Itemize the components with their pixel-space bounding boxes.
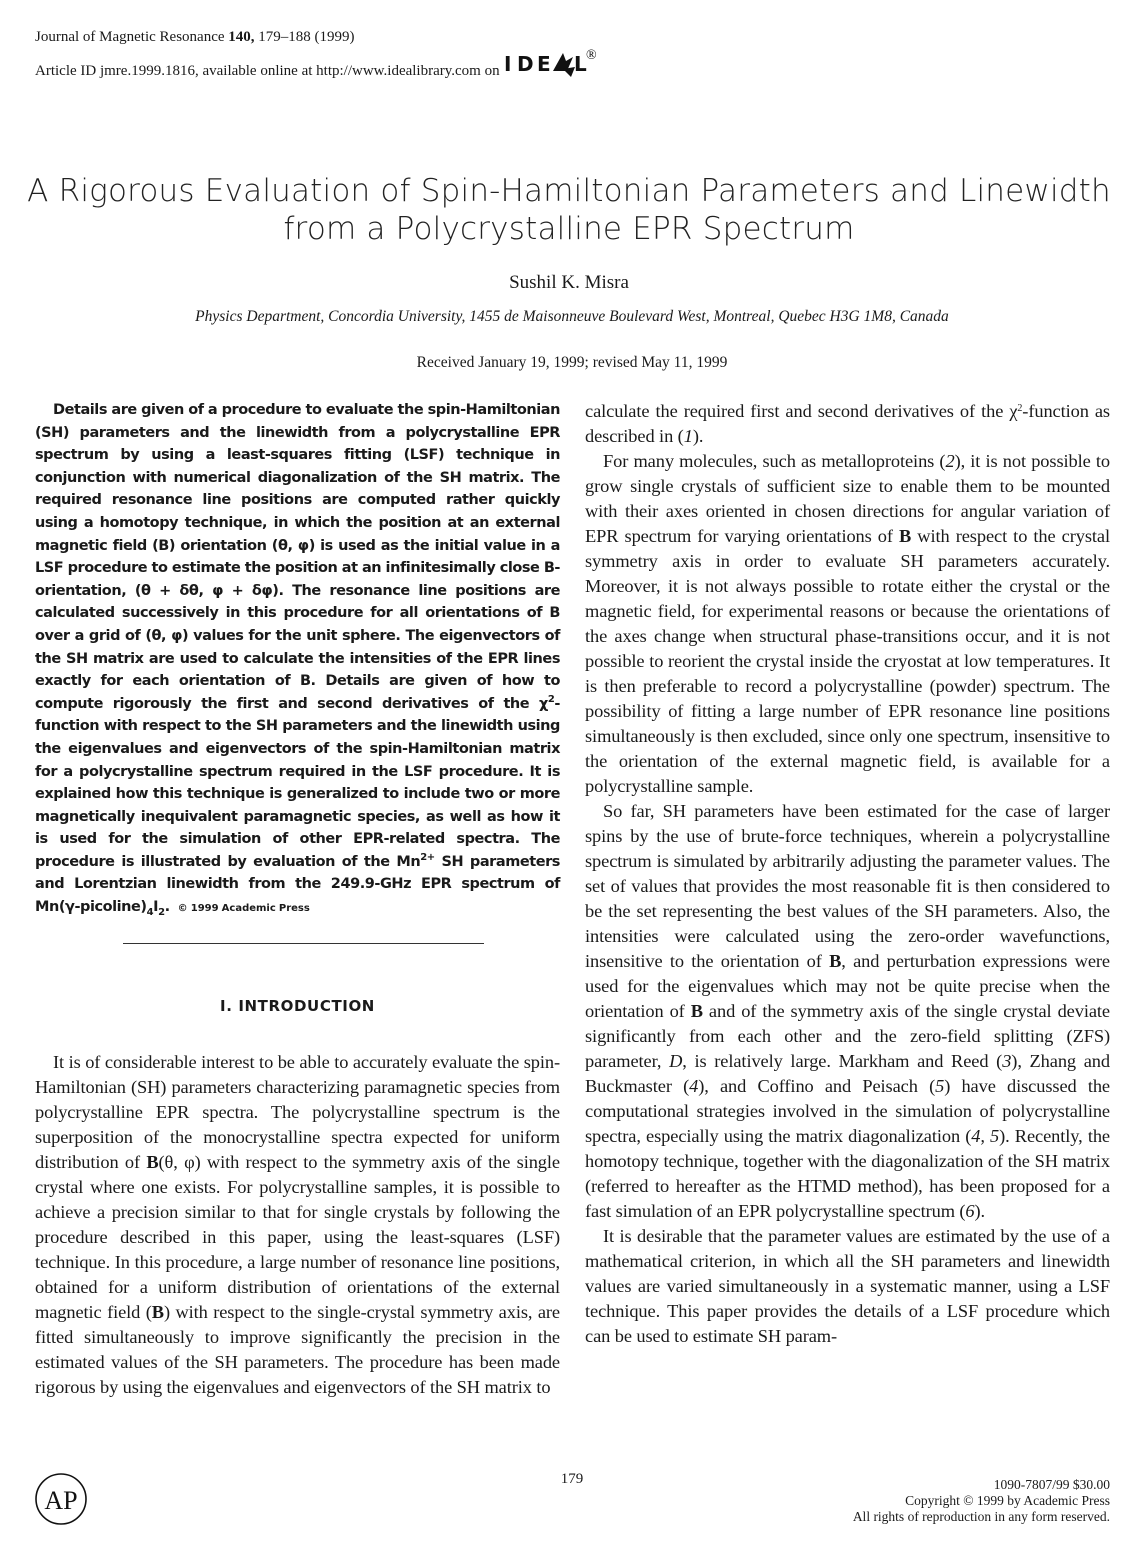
journal-pages-year: 179–188 (1999) <box>254 29 355 45</box>
text-run: ), Zhang and Buckmaster ( <box>585 1051 1110 1096</box>
footer-copyright-block <box>853 1477 1110 1525</box>
abstract-copyright: © 1999 Academic Press <box>177 903 310 915</box>
journal-volume: 140, <box>228 29 255 45</box>
svg-text:I: I <box>503 52 512 76</box>
svg-text:D: D <box>516 52 534 76</box>
article-id-line <box>35 47 599 81</box>
continued-paragraph <box>585 399 1110 449</box>
bold-B: B <box>690 1001 703 1021</box>
journal-citation <box>35 27 599 47</box>
text-run: It is of considerable interest to be able to accurately evaluate the spin-Hamiltonian (SH) parameters characterizing paramagnetic species from polycrystalline EPR spectra. The polycrystalline spectrum is the superposition of the monocrystalline spectra expected for uniform distribution of <box>35 1052 560 1172</box>
text-run: ), and Coffino and Peisach ( <box>698 1076 936 1096</box>
article-title <box>20 172 1118 248</box>
bold-B: B <box>146 1152 159 1172</box>
text-run: -function as described in ( <box>585 401 1110 446</box>
reference-number: 5 <box>935 1076 945 1096</box>
abstract-paragraph <box>35 399 560 921</box>
bold-B: B <box>899 526 912 546</box>
left-column <box>35 1050 560 1400</box>
italic-D: D <box>669 1051 683 1071</box>
journal-header <box>35 27 599 81</box>
text-run: So far, SH parameters have been estimated for the case of larger spins by the use of brute-force techniques, wherein a polycrystalline spectrum is simulated by arbitrarily adjusting the parameter values. The set of values that provides the most reasonable fit is then considered to be the set representing the best values of the SH parameters. Also, the intensities were calculated using the zero-order wavefunctions, insensitive to the orientation of <box>585 801 1110 971</box>
footer-rights: All rights of reproduction in any form reserved. <box>852 1509 1110 1524</box>
abstract-text-4: I <box>153 899 159 916</box>
abstract-text-2: -function with respect to the SH parameters and the linewidth using the eigenvalues and eigenvectors of the spin-Hamiltonian matrix for a polycrystalline spectrum required in the LSF procedure. It is explained how this technique is generalized to include two or more magnetically inequivalent paramagnetic species, as well as how it is used for the simulation of other EPR-related spectra. The procedure is illustrated by evaluation of the Mn <box>35 695 560 870</box>
chi-superscript: 2 <box>1017 403 1023 414</box>
journal-name: Journal of Magnetic Resonance <box>35 29 229 45</box>
text-run: calculate the required first and second derivatives of the χ <box>585 401 1018 421</box>
text-run: and of the symmetry axis of the single crystal deviate significantly from each other and the zero-field splitting (ZFS) parameter, <box>585 1001 1110 1071</box>
reference-number: 6 <box>965 1201 975 1221</box>
reference-number: 4, 5 <box>971 1126 1000 1146</box>
abstract <box>35 399 560 921</box>
reference-number: 1 <box>683 426 693 446</box>
text-run: , and perturbation expressions were used for the eigenvalues which may not be quite precise when the orientation of <box>585 951 1110 1021</box>
text-run: For many molecules, such as metalloproteins ( <box>603 451 946 471</box>
reference-number: 3 <box>1002 1051 1012 1071</box>
chi-superscript: 2 <box>547 693 555 705</box>
svg-text:E: E <box>536 52 551 76</box>
bold-B: B <box>829 951 842 971</box>
abstract-divider <box>123 943 484 944</box>
right-column <box>585 399 1110 1349</box>
text-run: , is relatively large. Markham and Reed ( <box>682 1051 1003 1071</box>
page-number: 179 <box>560 1471 584 1487</box>
registered-mark: ® <box>585 48 597 63</box>
text-run: (θ, φ) with respect to the symmetry axis of the single crystal where one exists. For polycrystalline samples, it is possible to achieve a precision similar to that for single crystals by following the procedure described in this paper, using the least-squares (LSF) technique. In this procedure, a large number of resonance line positions, obtained for a uniform distribution of orientations of the external magnetic field ( <box>35 1152 560 1322</box>
intro-paragraph-4: It is desirable that the parameter values are estimated by the use of a mathematical criterion, in which all the SH parameters and linewidth values are varied simultaneously in a systematic manner, using a LSF technique. This paper provides the details of a LSF procedure which can be used to estimate SH param- <box>585 1226 1110 1346</box>
intro-paragraph-2 <box>585 449 1110 799</box>
abstract-text-5: . <box>164 899 170 916</box>
author-affiliation: Physics Department, Concordia University, 1455 de Maisonneuve Boulevard West, Montreal, Quebec H3G 1M8, Canada <box>195 308 949 325</box>
section-heading: I. INTRODUCTION <box>220 997 375 1015</box>
text-run: ). Recently, the homotopy technique, together with the diagonalization of the SH matrix (referred to hereafter as the HTMD method), has been proposed for a fast simulation of an EPR polycrystalline spectrum ( <box>585 1126 1110 1221</box>
abstract-text-3: SH parameters and Lorentzian linewidth from the 249.9-GHz EPR spectrum of Mn(γ-picoline) <box>35 853 560 916</box>
ideal-logo <box>503 47 599 81</box>
text-run: ) have discussed the computational strategies involved in the simulation of polycrystalline spectra, especially using the matrix diagonalization ( <box>585 1076 1110 1146</box>
issn-price: 1090-7807/99 $30.00 <box>993 1477 1110 1492</box>
reference-number: 2 <box>945 451 955 471</box>
text-run: ) with respect to the single-crystal symmetry axis, are fitted simultaneously to improve significantly the precision in the estimated values of the SH parameters. The procedure has been made rigorous by using the eigenvalues and eigenvectors of the SH matrix to <box>35 1302 561 1397</box>
article-id-text: Article ID jmre.1999.1816, available online at http://www.idealibrary.com on <box>35 63 500 79</box>
text-run: ), it is not possible to grow single crystals of sufficient size to enable them to be mounted with their axes oriented in chosen directions for angular variation of EPR spectrum for varying orientations of <box>585 451 1110 546</box>
title-line-1: A Rigorous Evaluation of Spin-Hamiltonian Parameters and Linewidth <box>27 173 1111 209</box>
author-name: Sushil K. Misra <box>509 272 629 293</box>
subscript-4: 4 <box>146 907 154 919</box>
intro-paragraph-3 <box>585 799 1110 1224</box>
mn-superscript: 2+ <box>420 851 435 863</box>
bold-B: B <box>151 1302 164 1322</box>
abstract-text-1: Details are given of a procedure to evaluate the spin-Hamiltonian (SH) parameters and the linewidth from a polycrystalline EPR spectrum by using a least-squares fitting (LSF) technique in conjunction with numerical diagonalization of the SH matrix. The required resonance line positions are computed rather quickly using a homotopy technique, in which the position at an external magnetic field (B) orientation (θ, φ) is used as the initial value in a LSF procedure to estimate the position at an infinitesimally close B-orientation, (θ + δθ, φ + δφ). The resonance line positions are calculated successively in this procedure for all orientations of B over a grid of (θ, φ) values for the unit sphere. The eigenvectors of the SH matrix are used to calculate the intensities of the EPR lines exactly for each orientation of B. Details are given of how to compute rigorously the first and second derivatives of the χ <box>35 402 560 712</box>
received-dates: Received January 19, 1999; revised May 11, 1999 <box>416 354 728 371</box>
text-run: ). <box>692 426 704 446</box>
title-line-2: from a Polycrystalline EPR Spectrum <box>283 211 855 247</box>
reference-number: 4 <box>689 1076 699 1096</box>
svg-text:L: L <box>573 52 587 76</box>
footer-copyright: Copyright © 1999 by Academic Press <box>905 1493 1110 1508</box>
intro-paragraph-1 <box>35 1050 560 1400</box>
text-run: with respect to the crystal symmetry axis in order to evaluate SH parameters accurately. Moreover, it is not always possible to rotate either the crystal or the magnetic field, for experimental reasons or because the orientations of the axes change when structural phase-transitions occur, and it is not possible to reorient the crystal inside the cryostat at low temperatures. It is then preferable to record a polycrystalline (powder) spectrum. The possibility of fitting a large number of EPR resonance line positions simultaneously is then excluded, since only one spectrum, insensitive to the orientation of the external magnetic field, is available for a polycrystalline sample. <box>585 526 1110 796</box>
subscript-2: 2 <box>158 907 165 919</box>
text-run: ). <box>974 1201 986 1221</box>
ap-logo-text: AP <box>44 1486 78 1515</box>
